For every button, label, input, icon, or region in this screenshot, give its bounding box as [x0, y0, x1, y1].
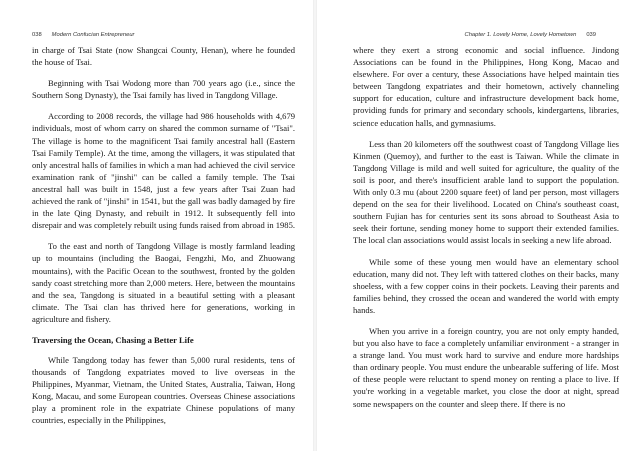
left-running-head-title: Modern Confucian Entrepreneur: [51, 32, 135, 38]
paragraph: Less than 20 kilometers off the southwest coast of Tangdong Village lies Kinmen (Quemoy), and further to the east is Taiwan. While the climate in Tangdong Village is mild and well suited for agriculture, the quality of the soil is poor, and there's insufficient arable land to support the population. With only 0.3 mu (about 2200 square feet) of land per person, most villagers depend on the sea for their livelihood. Located on China's southeast coast, southern Fujian has for centuries sent its sons abroad to Southeast Asia to seek their fortune, sending money home to support their extended families. The local clan associations would assist locals in seeking a new life abroad.: [353, 138, 619, 246]
right-page: [315, 0, 630, 451]
left-running-header: [32, 32, 297, 38]
paragraph: in charge of Tsai State (now Shangcai County, Henan), where he founded the house of Tsai.: [32, 45, 295, 68]
left-page-number: 038: [32, 32, 42, 38]
section-heading: Traversing the Ocean, Chasing a Better Life: [32, 334, 194, 345]
right-page-number: 039: [586, 32, 596, 38]
paragraph: According to 2008 records, the village had 986 households with 4,679 individuals, most of whom carry on shared the common surname of "Tsai". The village is home to the magnificent Tsai family ancestral hall (Eastern Tsai Family Temple). At the time, among the villagers, it was stipulated that only ancestral halls of families in which a man had achieved the civil service examination rank of "jinshi" can be called a family temple. The Tsai ancestral hall was built in 1548, just a few years after Tsai Zuan had achieved the rank of "jinshi" in 1541, but the gall was badly damaged by fire in the late Qing Dynasty, and rebuilt in 1912. It subsequently fell into disrepair and was completely rebuilt using funds raised from abroad in 1985.: [32, 111, 295, 231]
paragraph: where they exert a strong economic and social influence. Jindong Associations can be found in the Philippines, Hong Kong, Macao and elsewhere. For over a century, these Associations have helped maintain ties between Tangdong expatriates and their hometown, actively channeling support for education, culture and infrastructure development back home, providing funds for primary and secondary schools, kindergartens, libraries, science education halls, and gymnasiums.: [353, 45, 619, 128]
left-page-body: [32, 44, 295, 436]
right-page-body: [353, 44, 619, 419]
paragraph: While some of these young men would have an elementary school education, many did not. They left with tattered clothes on their backs, many shoeless, with a few copper coins in their pockets. Leaving their parents and families behind, they crossed the ocean and wandered the world with empty hands.: [353, 256, 619, 315]
right-running-head-title: Chapter 1. Lovely Home, Lovely Hometown: [464, 32, 577, 38]
paragraph: To the east and north of Tangdong Village is mostly farmland leading up to mountains (including the Baogai, Fengzhi, Mo, and Zhuowang mountains), with the Pacific Ocean to the southwest, fronted by the golden sandy coast stretching more than 2,000 meters. Here, between the mountains and the sea, Tangdong is situated in a beautiful setting with a pleasant climate. The Tsai clan has thrived here for generations, working in agriculture and fishery.: [32, 241, 295, 324]
paragraph: When you arrive in a foreign country, you are not only empty handed, but you also have to face a completely unfamiliar environment - a stranger in a strange land. You must work hard to survive and endure more hardships than ordinary people. You must endure the unbearable suffering of life. Most of these people were reluctant to spend money on renting a place to live. If you're working in a vegetable market, you close the door at night, spread some newspapers on the counter and sleep there. If there is no: [353, 325, 619, 409]
paragraph: Beginning with Tsai Wodong more than 700 years ago (i.e., since the Southern Song Dynasty), the Tsai family has lived in Tangdong Village.: [32, 78, 295, 101]
right-running-header: [353, 32, 596, 38]
paragraph: While Tangdong today has fewer than 5,000 rural residents, tens of thousands of Tangdong expatriates moved to live overseas in the Philippines, Myanmar, Vietnam, the United States, Australia, Taiwan, Hong Kong, Macau, and some European countries. Overseas Chinese associations play a prominent role in the expatriate Chinese populations of many countries, especially in the Philippines,: [32, 354, 295, 426]
